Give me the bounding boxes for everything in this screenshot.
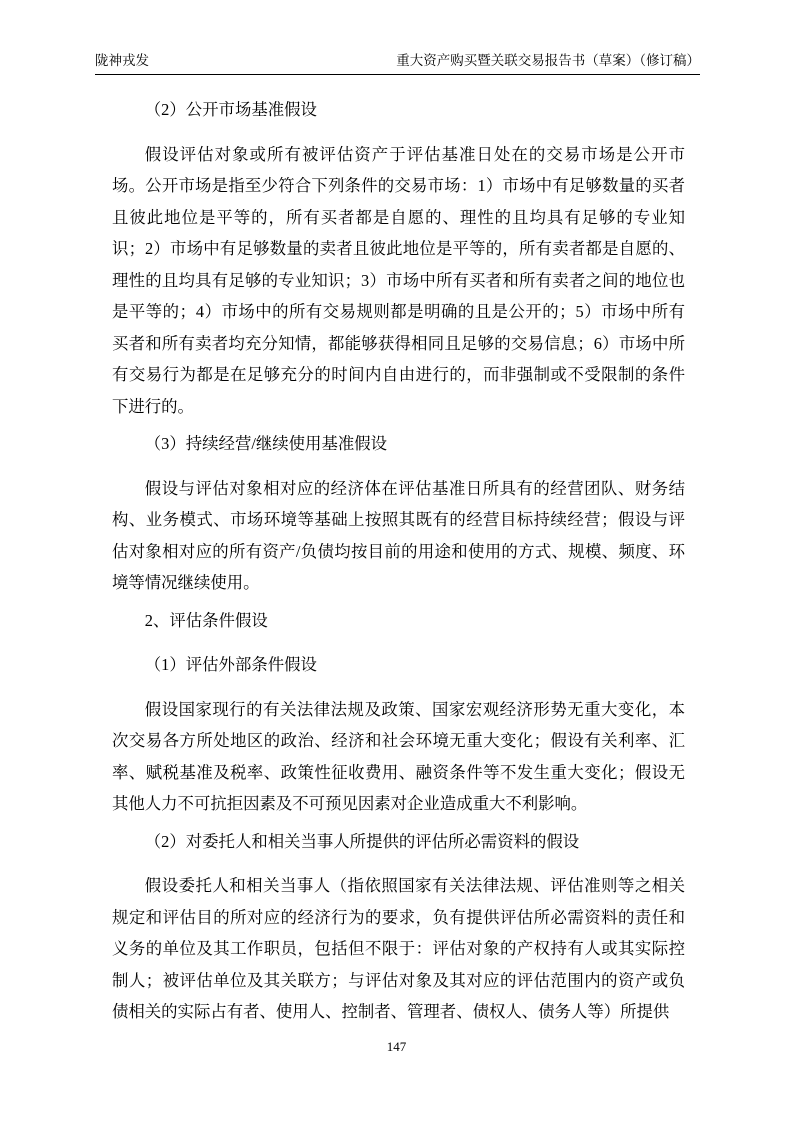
section-heading-client-materials-assumption: （2）对委托人和相关当事人所提供的评估所必需资料的假设 bbox=[144, 831, 580, 851]
paragraph-external-condition-assumption: 假设国家现行的有关法律法规及政策、国家宏观经济形势无重大变化，本次交易各方所处地区的政治、经济和社会环境无重大变化；假设有关利率、汇率、赋税基准及税率、政策性征收费用、融资条件等不发生重大变化；假设无其他人力不可抗拒因素及不可预见因素对企业造成重大不利影响。 bbox=[112, 699, 685, 813]
paragraph-open-market-assumption: 假设评估对象或所有被评估资产于评估基准日处在的交易市场是公开市场。公开市场是指至少符合下列条件的交易市场：1）市场中有足够数量的买者且彼此地位是平等的，所有买者都是自愿的、理性的且均具有足够的专业知识；2）市场中有足够数量的卖者且彼此地位是平等的，所有卖者都是自愿的、理性的且均具有足够的专业知识；3）市场中所有买者和所有卖者之间的地位也是平等的；4）市场中的所有交易规则都是明确的且是公开的；5）市场中所有买者和所有卖者均充分知情，都能够获得相同且足够的交易信息；6）市场中所有交易行为都是在足够充分的时间内自由进行的，而非强制或不受限制的条件下进行的。 bbox=[112, 144, 685, 416]
paragraph-going-concern-assumption: 假设与评估对象相对应的经济体在评估基准日所具有的经营团队、财务结构、业务模式、市场环境等基础上按照其既有的经营目标持续经营；假设与评估对象相对应的所有资产/负债均按目前的用途和使用的方式、规模、频度、环境等情况继续使用。 bbox=[112, 478, 685, 592]
page-header bbox=[95, 52, 700, 75]
paragraph-client-materials-assumption: 假设委托人和相关当事人（指依照国家有关法律法规、评估准则等之相关规定和评估目的所对应的经济行为的要求，负有提供评估所必需资料的责任和义务的单位及其工作职员，包括但不限于：评估对象的产权持有人或其实际控制人；被评估单位及其关联方；与评估对象及其对应的评估范围内的资产或负债相关的实际占有者、使用人、控制者、管理者、债权人、债务人等）所提供 bbox=[112, 876, 685, 1021]
header-company-name: 陇神戎发 bbox=[95, 53, 149, 68]
section-heading-open-market-assumption: （2）公开市场基准假设 bbox=[144, 100, 317, 119]
page-footer bbox=[0, 1038, 793, 1055]
header-report-title: 重大资产购买暨关联交易报告书（草案）（修订稿） bbox=[396, 53, 700, 68]
document-body bbox=[112, 76, 685, 1028]
section-heading-external-condition-assumption: （1）评估外部条件假设 bbox=[144, 655, 317, 674]
page-number: 147 bbox=[386, 1039, 407, 1054]
section-heading-going-concern-assumption: （3）持续经营/继续使用基准假设 bbox=[144, 434, 388, 453]
section-heading-valuation-condition-assumptions: 2、评估条件假设 bbox=[144, 610, 268, 630]
